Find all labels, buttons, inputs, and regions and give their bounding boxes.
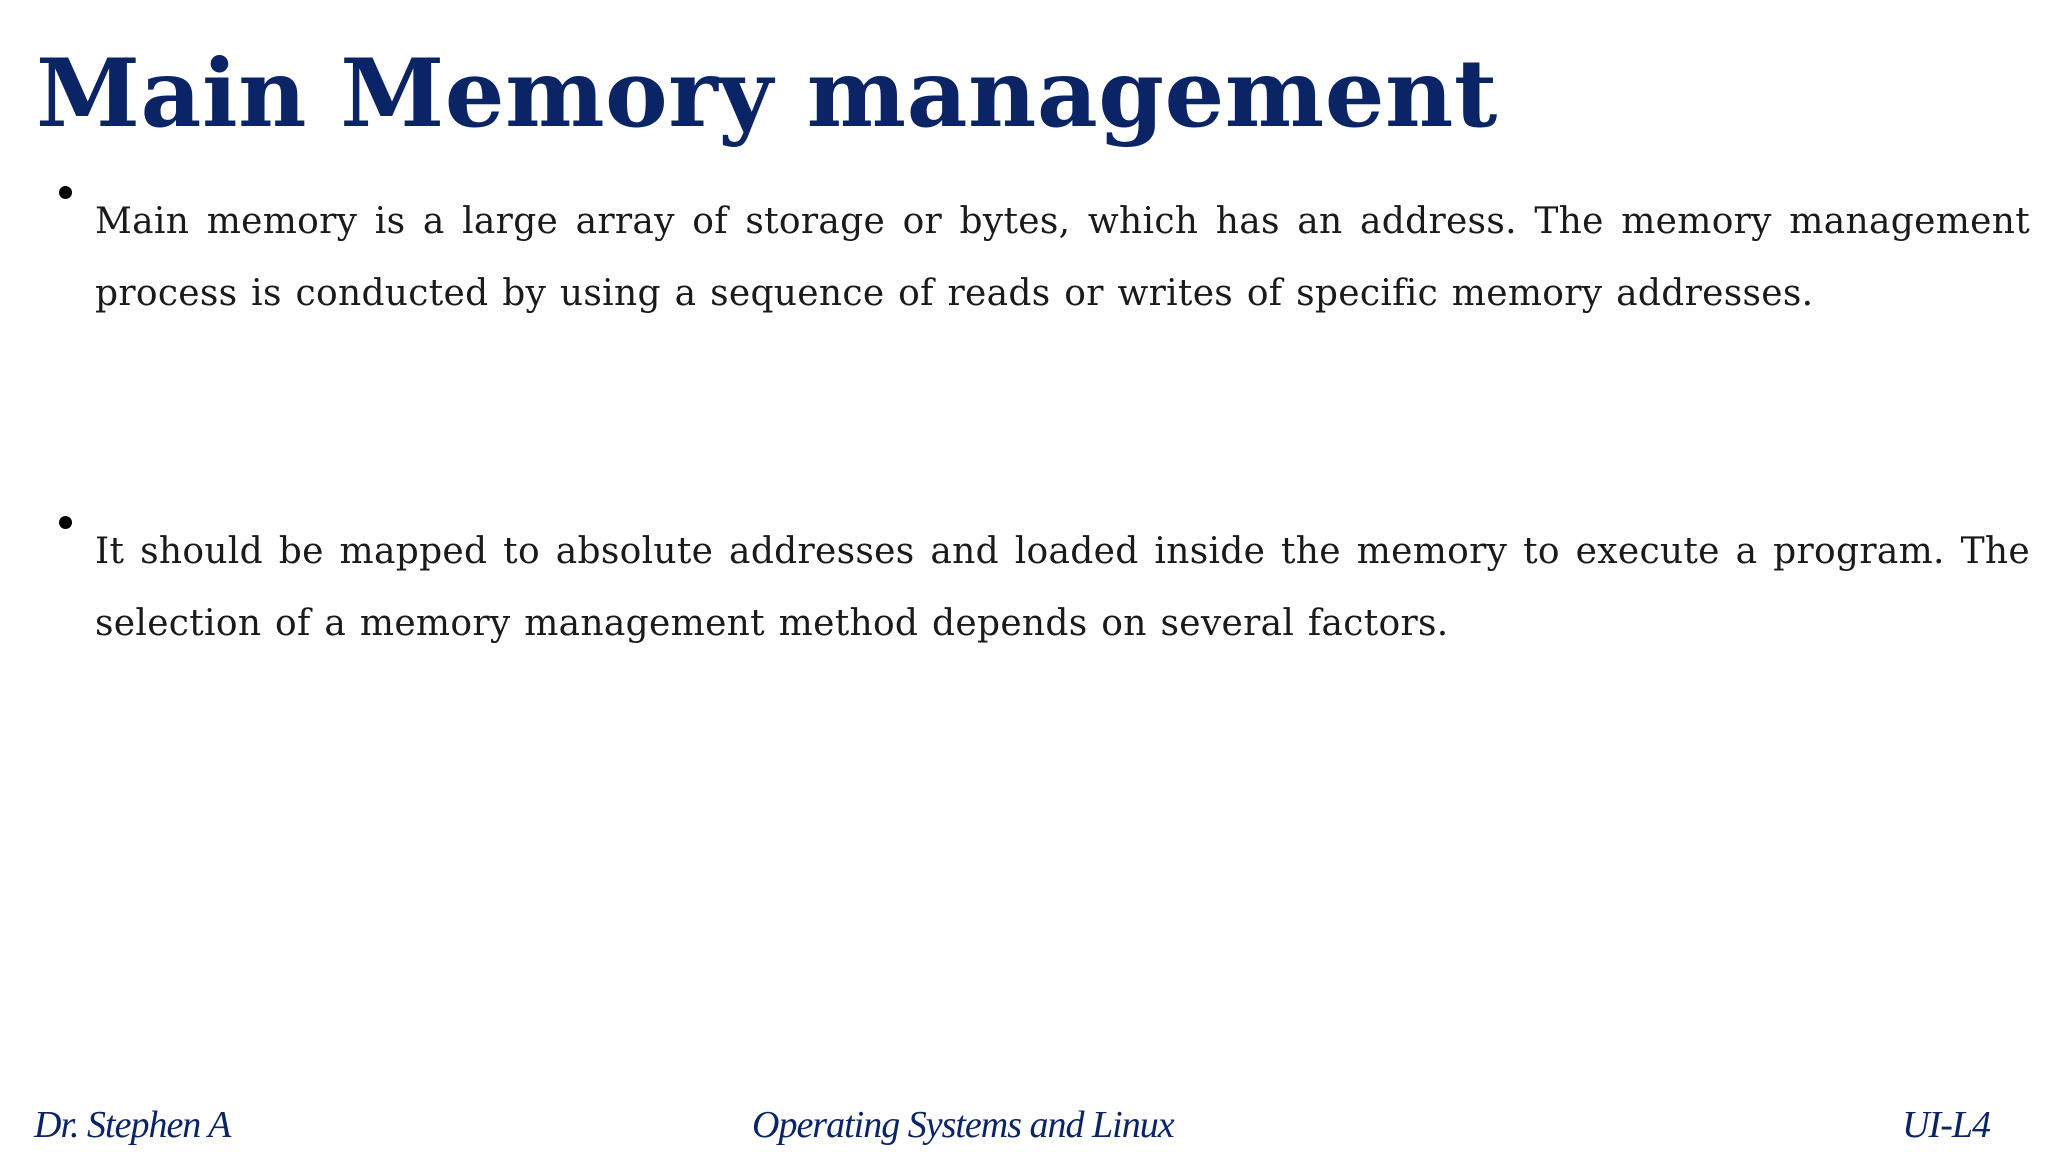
- bullet-item: [95, 186, 2030, 330]
- bullet-dot-icon: [59, 186, 72, 199]
- footer-unit: UI-L4: [1902, 1104, 1990, 1146]
- bullet-text: Main memory is a large array of storage or bytes, which has an address. The memory management process is conducted by using a sequence of reads or writes of specific memory addresses.: [95, 201, 2030, 314]
- slide-title: Main Memory management: [36, 39, 1498, 149]
- bullet-dot-icon: [59, 516, 72, 529]
- footer-course: Operating Systems and Linux: [752, 1104, 1174, 1146]
- footer-author: Dr. Stephen A: [34, 1104, 231, 1146]
- bullet-item: [95, 516, 2030, 660]
- bullet-text: It should be mapped to absolute addresses and loaded inside the memory to execute a program. The selection of a memory management method depends on several factors.: [95, 531, 2030, 644]
